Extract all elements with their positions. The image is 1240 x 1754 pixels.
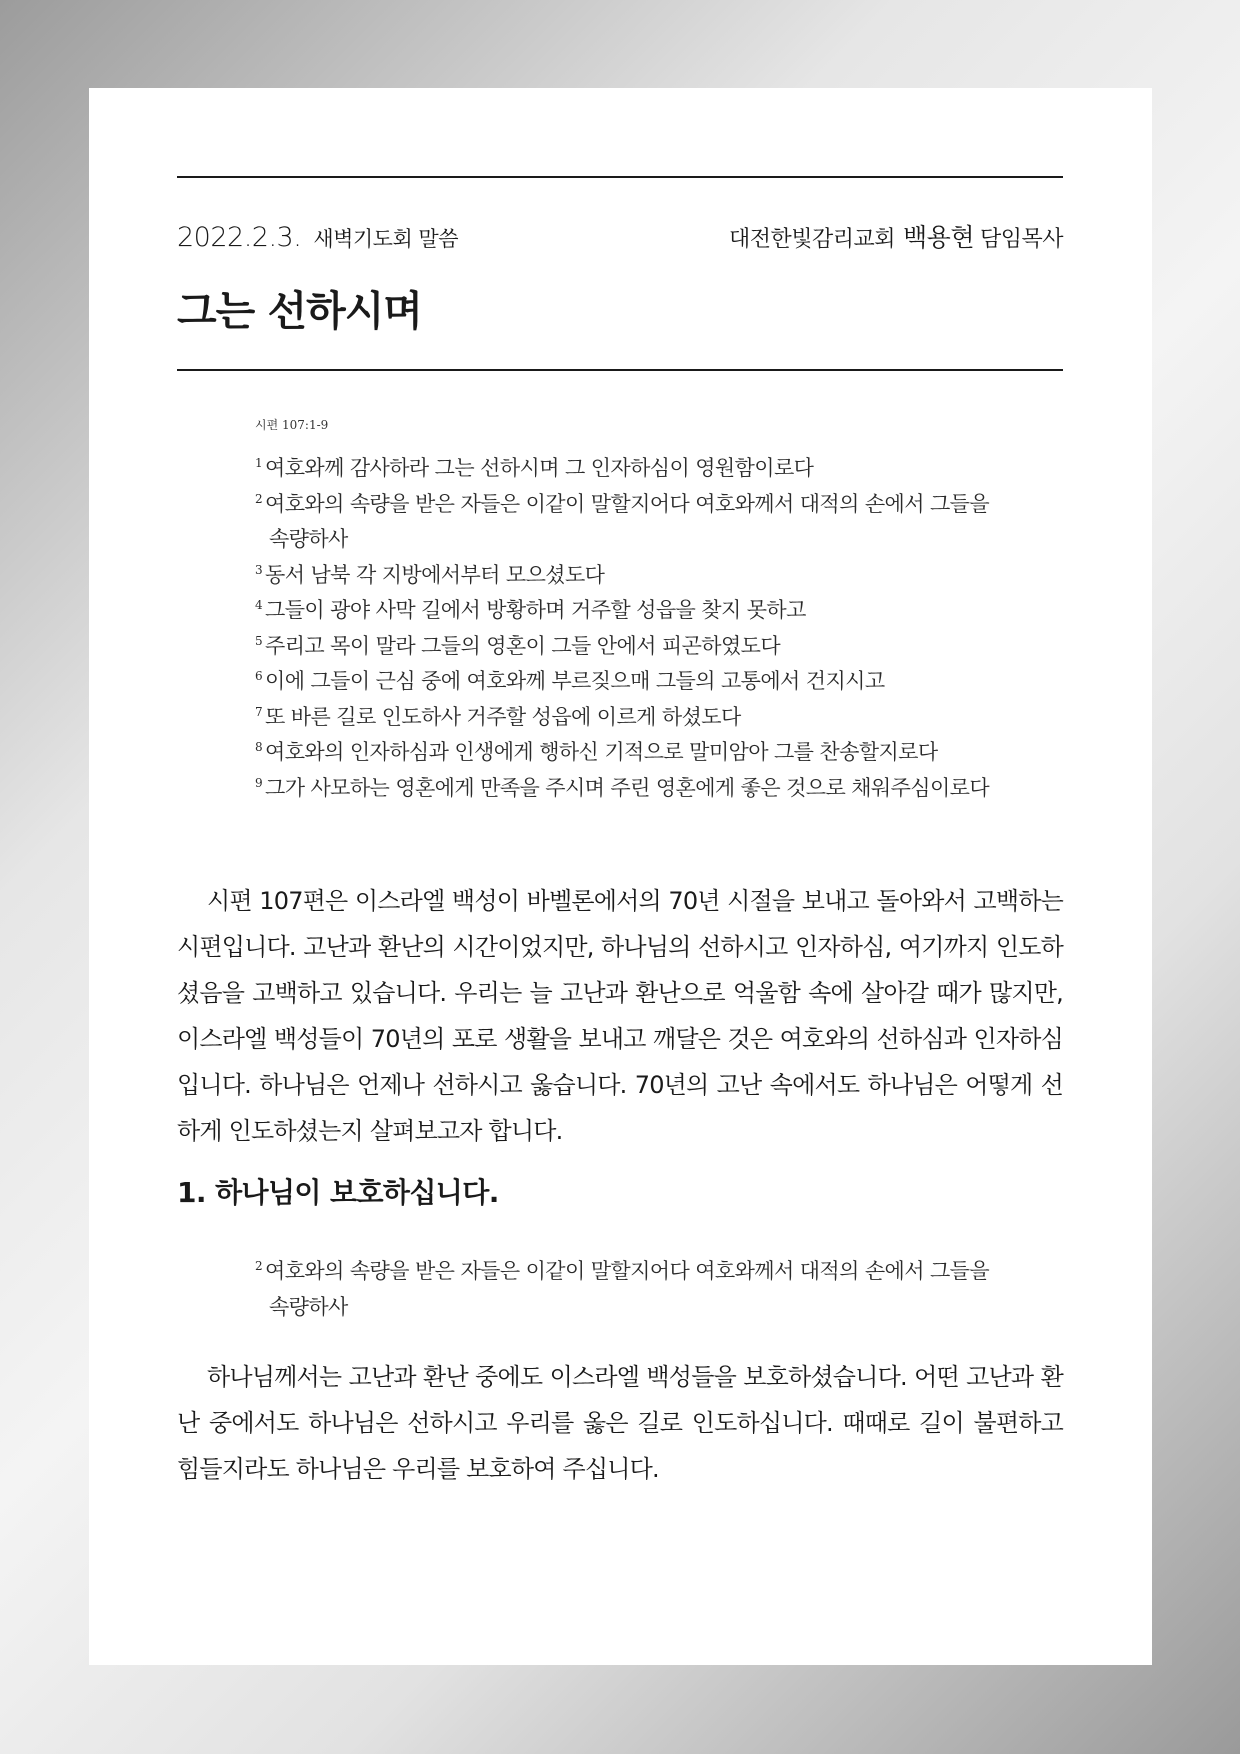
section-heading: 1. 하나님이 보호하십니다.: [177, 1176, 499, 1209]
verse-text: 또 바른 길로 인도하사 거주할 성읍에 이르게 하셨도다: [265, 704, 741, 729]
verse-number: 8: [255, 740, 263, 754]
verse-number: 1: [255, 456, 263, 470]
verse-item: [255, 735, 995, 771]
header-meta: [177, 218, 1063, 254]
verse-item: [255, 700, 995, 736]
church-name: 대전한빛감리교회: [729, 227, 896, 252]
verse-number: 9: [255, 775, 263, 790]
verse-text: 동서 남북 각 지방에서부터 모으셨도다: [265, 562, 605, 587]
verse-item: [255, 664, 995, 700]
verse-number: 3: [255, 562, 263, 577]
pastor-name: 백용현: [903, 223, 974, 252]
verse-number: 2: [255, 1259, 263, 1273]
section-scripture: [255, 1254, 995, 1325]
verse-number: 6: [255, 669, 263, 683]
verse-text: 그들이 광야 사막 길에서 방황하며 거주할 성읍을 찾지 못하고: [265, 598, 806, 622]
section-paragraph: 하나님께서는 고난과 환난 중에도 이스라엘 백성들을 보호하셨습니다. 어떤 고난과 환난 중에서도 하나님은 선하시고 우리를 옳은 길로 인도하십니다. 때때로 길이 불편하고 힘들지라도 하나님은 우리를 보호하여 주십니다.: [177, 1363, 1063, 1483]
verse-item: [255, 629, 995, 665]
document-page: [89, 88, 1152, 1665]
pastor-title: 담임목사: [979, 227, 1063, 252]
verse-item: [255, 1254, 995, 1325]
top-divider: [177, 176, 1063, 178]
verse-item: [255, 771, 995, 807]
title-divider: [177, 369, 1063, 371]
scripture-reference: 시편 107:1-9: [255, 418, 329, 432]
scripture-verses: [255, 451, 995, 806]
verse-number: 7: [255, 704, 263, 719]
verse-text: 이에 그들이 근심 중에 여호와께 부르짖으매 그들의 고통에서 건지시고: [265, 669, 885, 693]
verse-text: 주리고 목이 말라 그들의 영혼이 그들 안에서 피곤하였도다: [265, 633, 781, 658]
sermon-date: 2022.2.3.: [177, 222, 302, 253]
verse-number: 2: [255, 491, 263, 506]
header-right: [729, 218, 1063, 254]
verse-text: 여호와의 인자하심과 인생에게 행하신 기적으로 말미암아 그를 찬송할지로다: [265, 740, 938, 764]
service-name: 새벽기도회 말씀: [313, 227, 459, 251]
verse-item: [255, 593, 995, 629]
verse-item: [255, 451, 995, 487]
verse-number: 4: [255, 598, 263, 612]
sermon-title: 그는 선하시며: [177, 287, 422, 335]
verse-item: [255, 487, 995, 558]
verse-text: 여호와의 속량을 받은 자들은 이같이 말할지어다 여호와께서 대적의 손에서 그들을 속량하사: [265, 1259, 990, 1319]
verse-text: 여호와의 속량을 받은 자들은 이같이 말할지어다 여호와께서 대적의 손에서 그들을 속량하사: [265, 491, 990, 551]
verse-text: 여호와께 감사하라 그는 선하시며 그 인자하심이 영원함이로다: [265, 456, 814, 480]
intro-paragraph: 시편 107편은 이스라엘 백성이 바벨론에서의 70년 시절을 보내고 돌아와서 고백하는 시편입니다. 고난과 환난의 시간이었지만, 하나님의 선하시고 인자하심, 여기까지 인도하셨음을 고백하고 있습니다. 우리는 늘 고난과 환난으로 억울함 속에 살아갈 때가 많지만, 이스라엘 백성들이 70년의 포로 생활을 보내고 깨달은 것은 여호와의 선하심과 인자하심입니다. 하나님은 언제나 선하시고 옳습니다. 70년의 고난 속에서도 하나님은 어떻게 선하게 인도하셨는지 살펴보고자 합니다.: [177, 887, 1063, 1145]
verse-item: [255, 558, 995, 594]
verse-number: 5: [255, 633, 263, 648]
verse-text: 그가 사모하는 영혼에게 만족을 주시며 주린 영혼에게 좋은 것으로 채워주심이로다: [265, 775, 990, 800]
header-left: [177, 222, 458, 253]
